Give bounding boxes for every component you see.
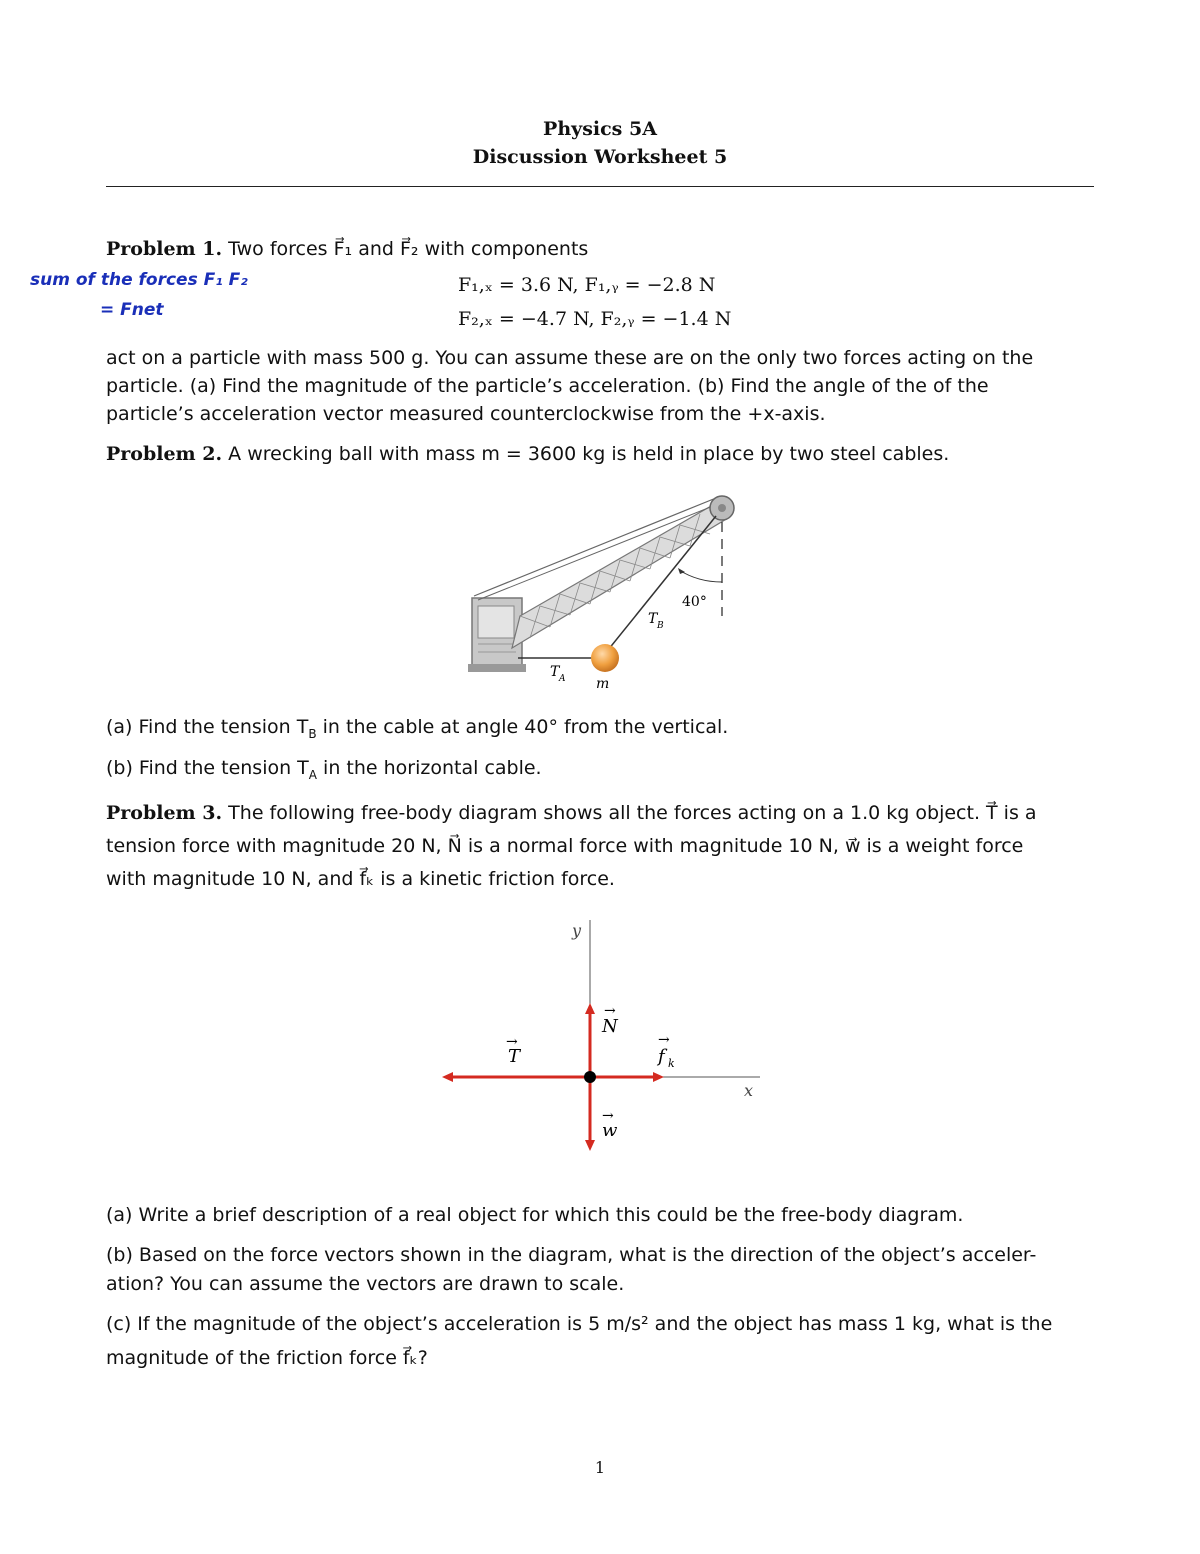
normal-label: N	[602, 1016, 618, 1037]
weight-label: w	[602, 1120, 618, 1141]
problem1-intro	[106, 235, 1094, 264]
problem2-statement	[106, 440, 1094, 469]
problem3-line2: tension force with magnitude 20 N, N⃗ is a normal force with magnitude 10 N, w⃗ is a weight force	[106, 835, 1024, 857]
problem3-part-b2: ation? You can assume the vectors are drawn to scale.	[106, 1273, 625, 1295]
vector-N-arrowhead	[585, 1003, 595, 1014]
vector-T-arrowhead	[442, 1072, 453, 1082]
weight-arrow-mark: →	[602, 1108, 614, 1124]
force-vectors	[442, 1003, 664, 1151]
problem1-line2: particle. (a) Find the magnitude of the particle’s acceleration. (b) Find the angle of the of the	[106, 375, 989, 397]
course-title: Physics 5A	[543, 118, 657, 140]
problem2-part-b-sub: A	[308, 767, 318, 782]
crane-boom	[512, 502, 728, 648]
handwritten-note-line2: = Fnet	[100, 300, 164, 320]
page-number: 1	[594, 1458, 606, 1477]
friction-sub: k	[668, 1057, 675, 1070]
friction-arrow-mark: →	[658, 1032, 670, 1048]
crane-figure	[460, 488, 750, 698]
problem2-part-b	[106, 754, 1094, 790]
tension-arrow-mark: →	[506, 1034, 518, 1050]
crane-base	[468, 664, 526, 672]
problem3-statement	[106, 797, 1094, 896]
normal-arrow-mark: →	[604, 1003, 616, 1019]
tb-sub: B	[657, 621, 664, 631]
problem2-part-b-rest: in the horizontal cable.	[317, 757, 542, 779]
problem3-line1-text: The following free-body diagram shows all the forces acting on a 1.0 kg object. T⃗ is a	[228, 802, 1037, 824]
tb-label: T	[648, 611, 658, 627]
problem2-part-a	[106, 713, 1094, 749]
y-axis-label: y	[572, 921, 582, 940]
problem2-part-b-text: (b) Find the tension T	[106, 757, 309, 779]
free-body-diagram	[430, 910, 790, 1160]
problem3-part-c2: magnitude of the friction force f⃗ₖ?	[106, 1347, 428, 1369]
friction-label: f	[658, 1046, 665, 1067]
vector-f-k-arrowhead	[653, 1072, 664, 1082]
problem1-intro-text: Two forces F⃗₁ and F⃗₂ with components	[228, 238, 589, 260]
x-axis-label: x	[744, 1081, 754, 1100]
problem2-text: A wrecking ball with mass m = 3600 kg is held in place by two steel cables.	[228, 443, 950, 465]
problem3-line1	[106, 797, 1094, 830]
problem1-line1: act on a particle with mass 500 g. You can assume these are on the only two forces acting on the	[106, 347, 1034, 369]
ta-label: T	[550, 664, 560, 680]
problem2-label: Problem 2.	[106, 443, 223, 465]
crane-window	[478, 606, 514, 638]
problem3-part-c1: (c) If the magnitude of the object’s acceleration is 5 m/s² and the object has mass 1 kg, what is the	[106, 1313, 1053, 1335]
angle-label: 40°	[682, 594, 707, 610]
wrecking-ball	[591, 644, 619, 672]
worksheet-title: Discussion Worksheet 5	[472, 146, 728, 168]
problem2-part-a-text: (a) Find the tension T	[106, 716, 309, 738]
problem2-part-a-sub: B	[308, 726, 317, 741]
problem3-label: Problem 3.	[106, 802, 223, 824]
problem3-line3: with magnitude 10 N, and f⃗ₖ is a kinetic friction force.	[106, 868, 615, 890]
handwritten-note-line1: sum of the forces F₁ F₂	[30, 270, 248, 290]
mass-label: m	[596, 676, 610, 692]
problem3-part-b1: (b) Based on the force vectors shown in the diagram, what is the direction of the object’s acceler-	[106, 1244, 1037, 1266]
problem1-eq1: F₁,ₓ = 3.6 N, F₁,ᵧ = −2.8 N	[458, 274, 716, 296]
problem3-part-a: (a) Write a brief description of a real object for which this could be the free-body diagram.	[106, 1204, 964, 1226]
pulley-hub	[718, 504, 726, 512]
object-dot	[584, 1071, 596, 1083]
ta-sub: A	[559, 674, 566, 684]
problem1-label: Problem 1.	[106, 238, 223, 260]
vector-w-arrowhead	[585, 1140, 595, 1151]
header-divider	[106, 186, 1094, 187]
problem1-line3: particle’s acceleration vector measured counterclockwise from the +x-axis.	[106, 403, 826, 425]
tension-label: T	[508, 1046, 521, 1067]
angle-arc	[679, 570, 722, 582]
problem1-eq2: F₂,ₓ = −4.7 N, F₂,ᵧ = −1.4 N	[458, 308, 732, 330]
problem2-part-a-rest: in the cable at angle 40° from the vertical.	[316, 716, 729, 738]
